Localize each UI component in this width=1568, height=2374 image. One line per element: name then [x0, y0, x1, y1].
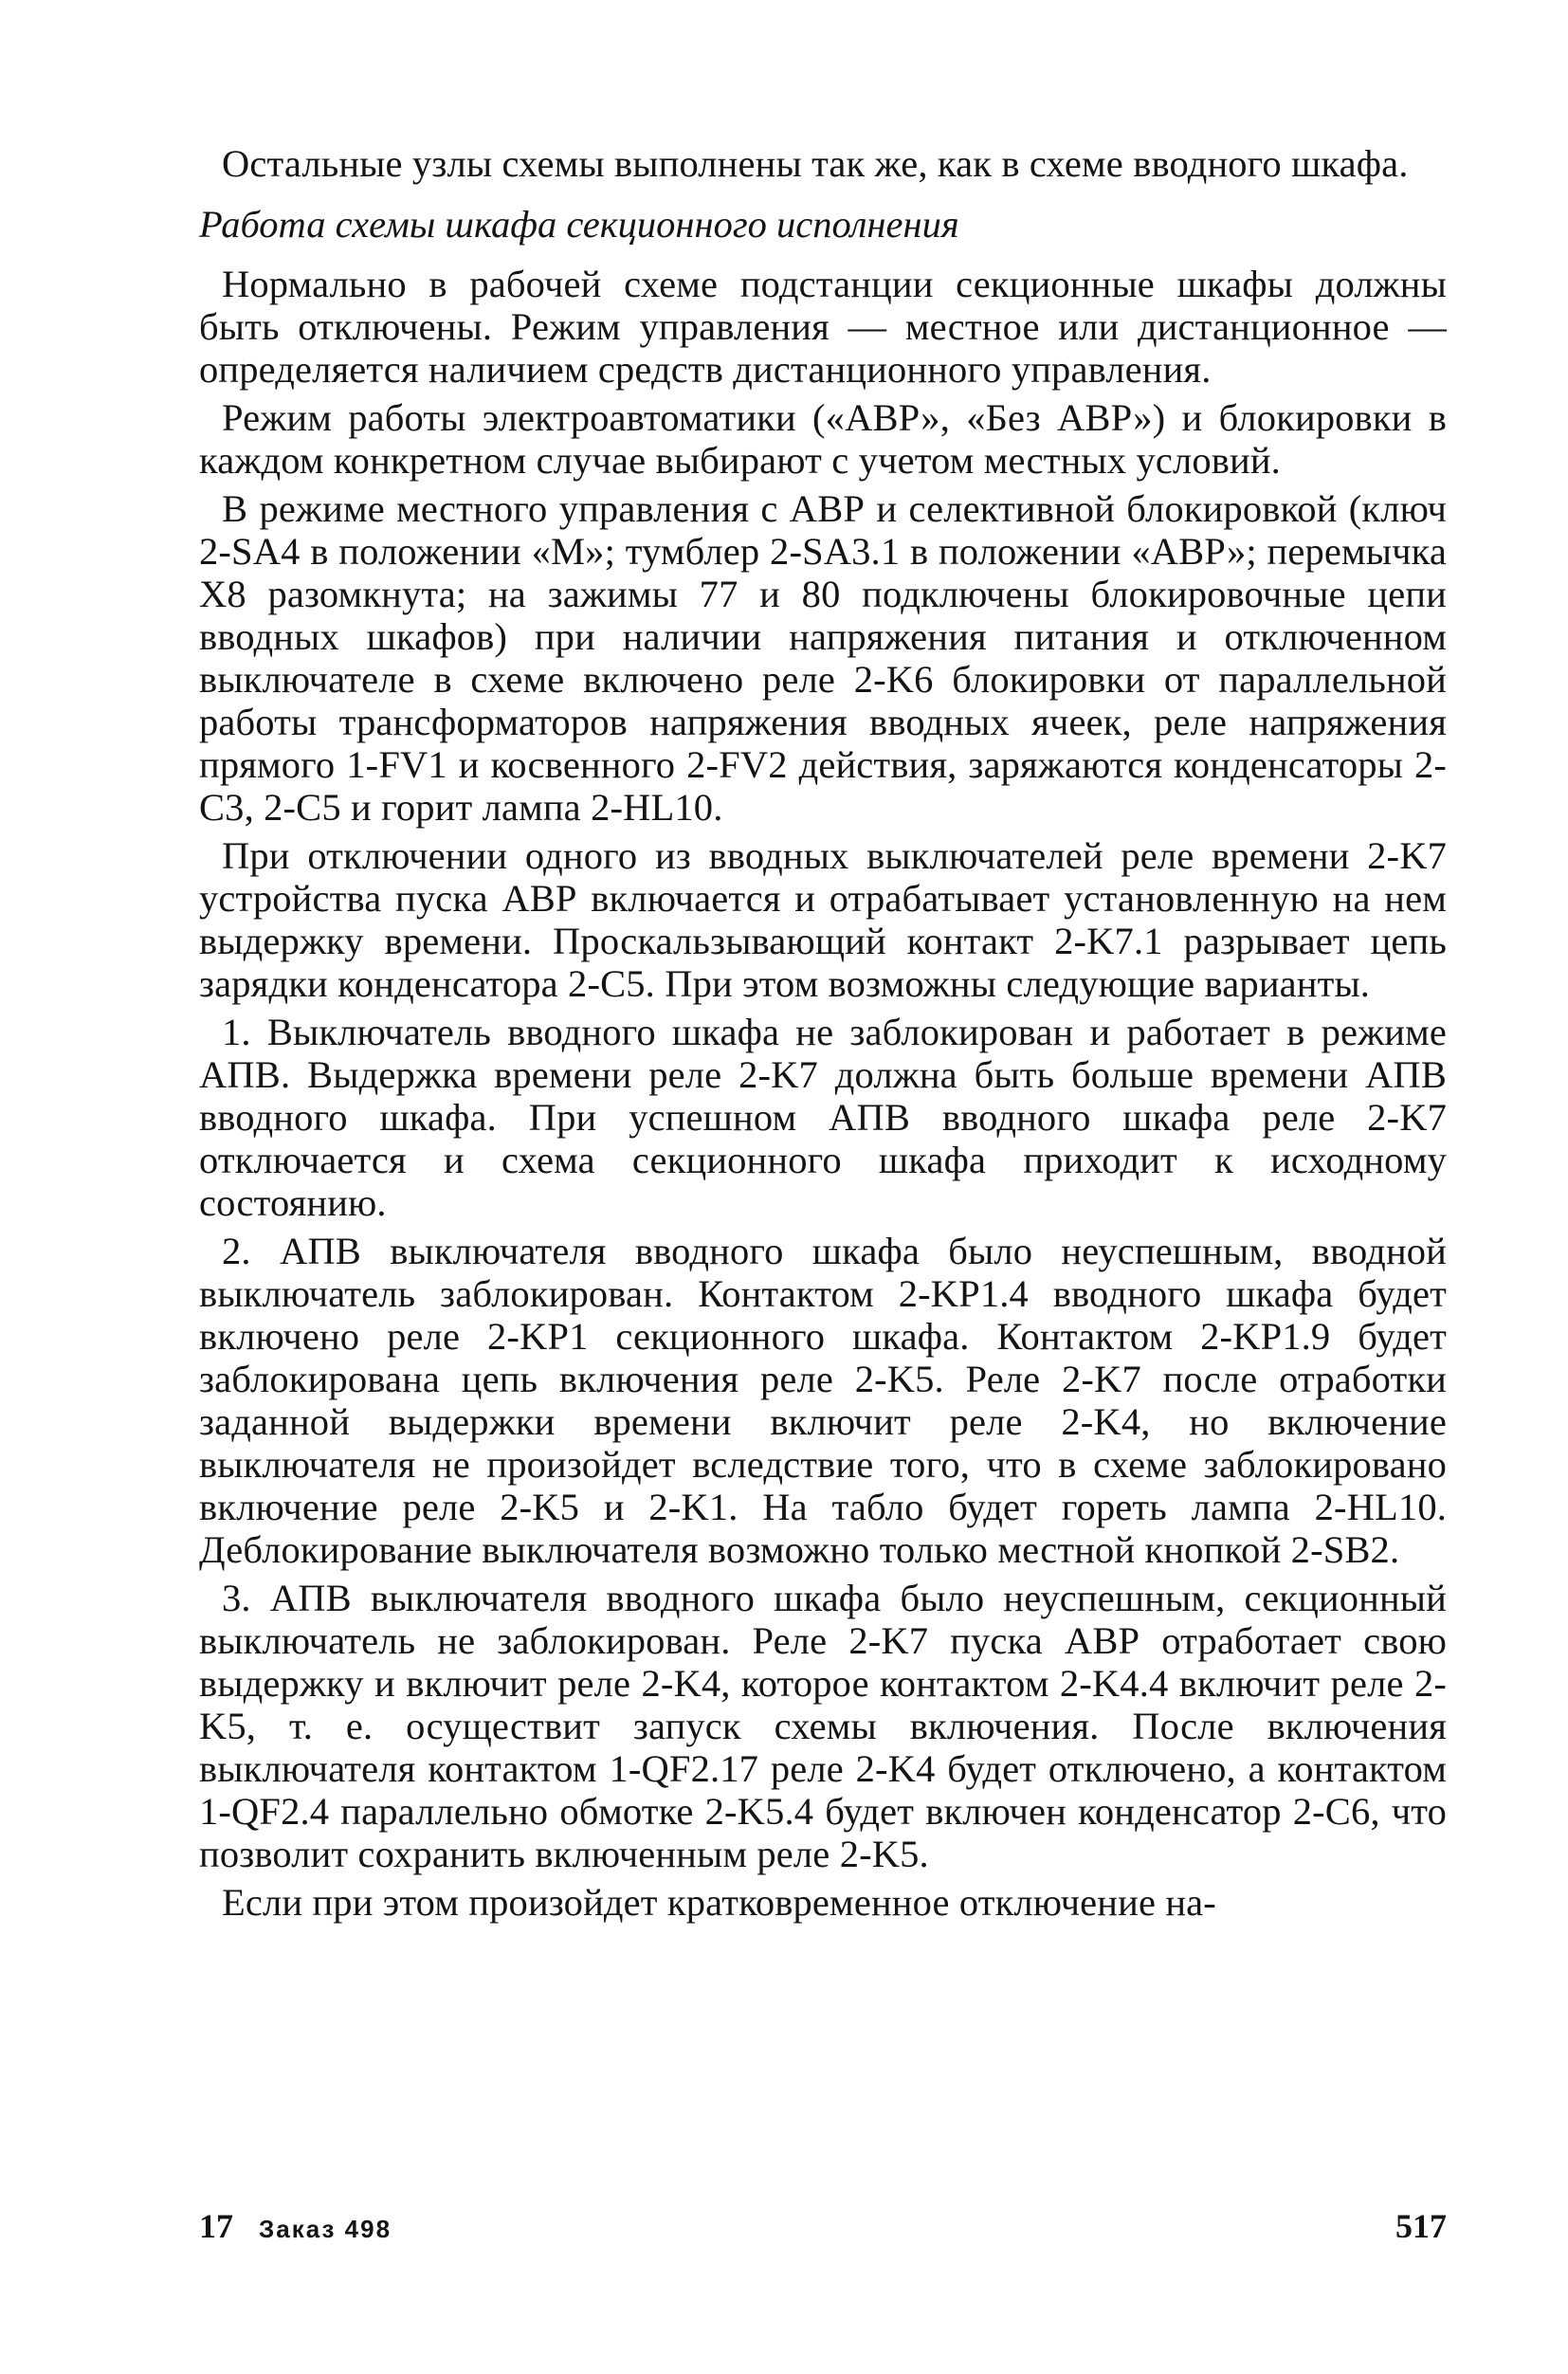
body-text — [199, 142, 1447, 1929]
paragraph-intro: Остальные узлы схемы выполнены так же, как в схеме вводного шкафа. — [222, 142, 1409, 185]
paragraph: Нормально в рабочей схеме подстанции секционные шкафы должны быть отключены. Режим управления — местное или дистанционное — определяется наличием средств дистанционного управления. — [199, 263, 1447, 391]
paragraph-variant-2: 2. АПВ выключателя вводного шкафа было неуспешным, вводной выключатель заблокирован. Контактом 2-KP1.4 вводного шкафа будет включено реле 2-KP1 секционного шкафа. Контактом 2-KP1.9 будет заблокирована цепь включения реле 2-K5. Реле 2-K7 после отработки заданной выдержки времени включит реле 2-K4, но включение выключателя не произойдет вследствие того, что в схеме заблокировано включение реле 2-K5 и 2-K1. На табло будет гореть лампа 2-HL10. Деблокирование выключателя возможно только местной кнопкой 2-SB2. — [199, 1230, 1447, 1571]
sheet-number: 17 — [199, 2207, 233, 2245]
order-number: Заказ 498 — [259, 2215, 392, 2243]
page-footer — [199, 2206, 1447, 2254]
paragraph-variant-1: 1. Выключатель вводного шкафа не заблокирован и работает в режиме АПВ. Выдержка времени реле 2-K7 должна быть больше времени АПВ вводного шкафа. При успешном АПВ вводного шкафа реле 2-K7 отключается и схема секционного шкафа приходит к исходному состоянию. — [199, 1011, 1447, 1224]
paragraph: При отключении одного из вводных выключателей реле времени 2-K7 устройства пуска АВР включается и отрабатывает установленную на нем выдержку времени. Проскальзывающий контакт 2-K7.1 разрывает цепь зарядки конденсатора 2-C5. При этом возможны следующие варианты. — [199, 834, 1447, 1005]
paragraph: В режиме местного управления с АВР и селективной блокировкой (ключ 2-SA4 в положении «М»; тумблер 2-SA3.1 в положении «АВР»; перемычка X8 разомкнута; на зажимы 77 и 80 подключены блокировочные цепи вводных шкафов) при наличии напряжения питания и отключенном выключателе в схеме включено реле 2-K6 блокировки от параллельной работы трансформаторов напряжения вводных ячеек, реле напряжения прямого 1-FV1 и косвенного 2-FV2 действия, заряжаются конденсаторы 2-C3, 2-C5 и горит лампа 2-HL10. — [199, 487, 1447, 829]
printer-signature — [199, 2206, 392, 2246]
paragraph-variant-3: 3. АПВ выключателя вводного шкафа было неуспешным, секционный выключатель не заблокирован. Реле 2-K7 пуска АВР отработает свою выдержку и включит реле 2-K4, которое контактом 2-K4.4 включит реле 2-K5, т. е. осуществит запуск схемы включения. После включения выключателя контактом 1-QF2.17 реле 2-K4 будет отключено, а контактом 1-QF2.4 параллельно обмотке 2-K5.4 будет включен конденсатор 2-C6, что позволит сохранить включенным реле 2-K5. — [199, 1577, 1447, 1875]
section-heading: Работа схемы шкафа секционного исполнения — [199, 203, 959, 246]
page-number: 517 — [1395, 2207, 1447, 2245]
paragraph-continued: Если при этом произойдет кратковременное отключение на- — [222, 1881, 1216, 1924]
paragraph: Режим работы электроавтоматики («АВР», «Без АВР») и блокировки в каждом конкретном случае выбирают с учетом местных условий. — [199, 396, 1447, 482]
